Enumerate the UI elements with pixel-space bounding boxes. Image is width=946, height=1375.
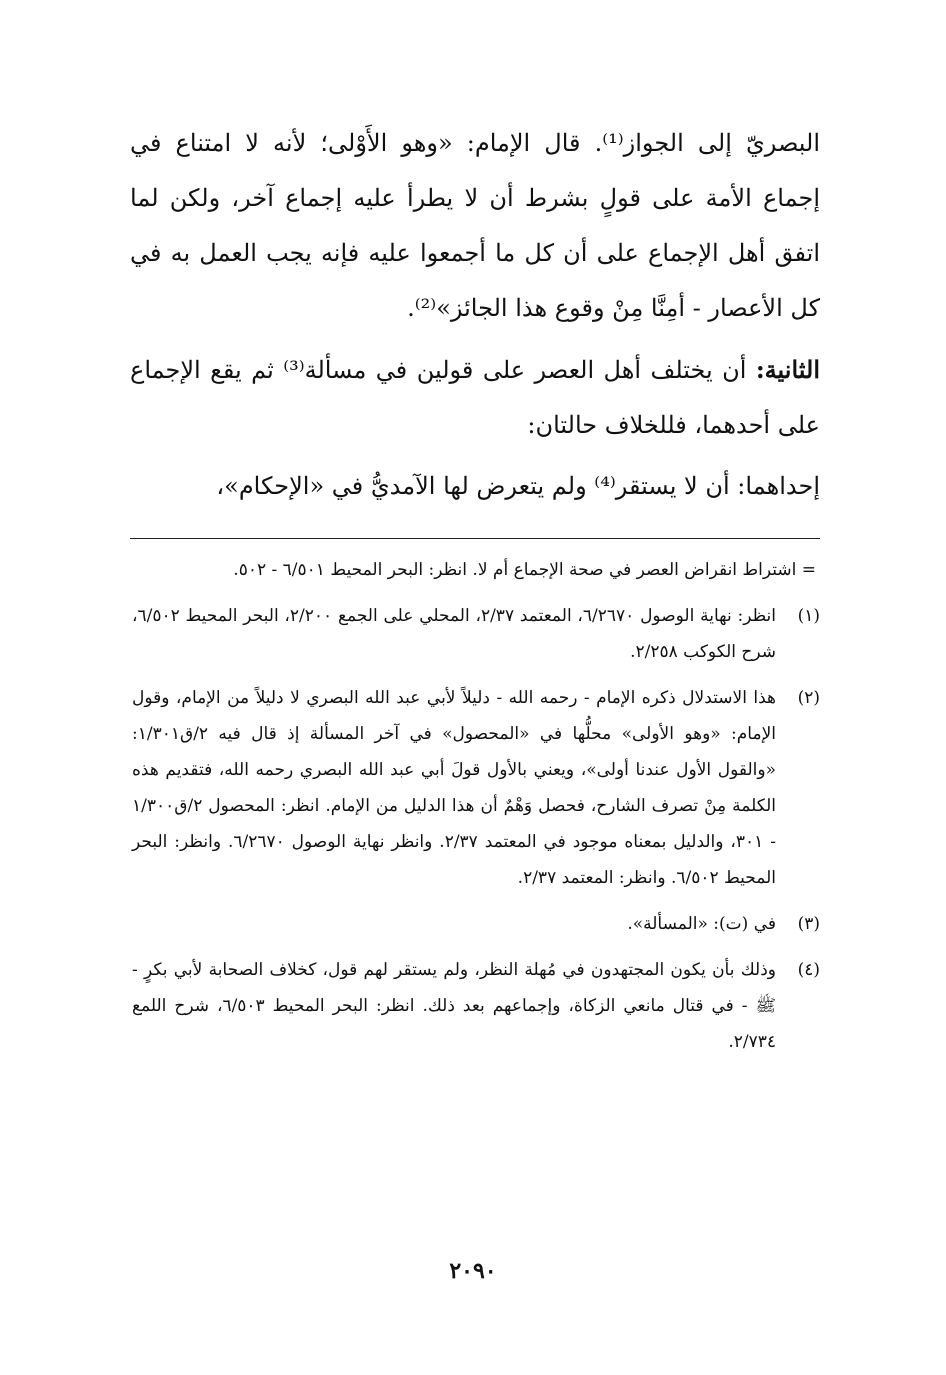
page-number: ٢٠٩٠ (449, 1258, 497, 1284)
footnote-item (132, 906, 820, 942)
footnote-text: انظر: نهاية الوصول ٦/٢٦٧٠، المعتمد ٢/٣٧، المحلي على الجمع ٢/٢٠٠، البحر المحيط ٦/٥٠٢، شرح الكوكب ٢/٢٥٨. (132, 606, 776, 662)
footnote-number: (٣) (797, 914, 820, 934)
footnote-number: (٢) (797, 688, 820, 708)
footnote-number: (٤) (797, 960, 820, 980)
footnote-item (132, 680, 820, 896)
paragraph-1: البصريّ إلى الجواز⁽¹⁾. قال الإمام: «وهو الأَوْلى؛ لأنه لا امتناع في إجماع الأمة على قولٍ بشرط أن لا يطرأ عليه إجماع آخر، ولكن لما اتفق أهل الإجماع على أن كل ما أجمعوا عليه فإنه يجب العمل به في كل الأعصار - أمِنَّا مِنْ وقوع هذا الجائز»⁽²⁾. (130, 129, 820, 322)
main-text (130, 116, 820, 520)
paragraph-3: إحداهما: أن لا يستقر⁽⁴⁾ ولم يتعرض لها الآمديُّ في «الإحكام»، (216, 472, 820, 500)
footnote-item (132, 952, 820, 1060)
footnote-number: (١) (797, 606, 820, 626)
footnote-text: هذا الاستدلال ذكره الإمام - رحمه الله - دليلاً لأبي عبد الله البصري لا دليلاً من الإمام، وقول الإمام: «وهو الأولى» محلُّها في «المحصول» في آخر المسألة إذ قال فيه ٢/ق١/٣٠١: «والقول الأول عندنا أولى»، ويعني بالأول قولَ أبي عبد الله البصري رحمه الله، فتقديم هذه الكلمة مِنْ تصرف الشارح، فحصل وَهْمٌ أن هذا الدليل من الإمام. انظر: المحصول ٢/ق١/٣٠٠ - ٣٠١، والدليل بمعناه موجود في المعتمد ٢/٣٧. وانظر نهاية الوصول ٦/٢٦٧٠. وانظر: البحر المحيط ٦/٥٠٢. وانظر: المعتمد ٢/٣٧. (132, 688, 776, 888)
footnotes (132, 552, 820, 1070)
footnote-text: في (ت): «المسألة». (627, 914, 776, 934)
footnote-continuation: = اشتراط انقراض العصر في صحة الإجماع أم لا. انظر: البحر المحيط ٦/٥٠١ - ٥٠٢. (233, 560, 816, 580)
footnote-text: وذلك بأن يكون المجتهدون في مُهلة النظر، ولم يستقر لهم قول، كخلاف الصحابة لأبي بكرٍ - ﷺ - في قتال مانعي الزكاة، وإجماعهم بعد ذلك. انظر: البحر المحيط ٦/٥٠٣، شرح اللمع ٢/٧٣٤. (132, 960, 776, 1052)
paragraph-2-lead: الثانية: (755, 355, 820, 384)
paragraph-2-body: أن يختلف أهل العصر على قولين في مسألة⁽³⁾ ثم يقع الإجماع على أحدهما، فللخلاف حالتان: (130, 356, 820, 439)
footnote-separator (130, 538, 820, 539)
footnote-item (132, 598, 820, 670)
paragraph-2 (130, 342, 820, 453)
